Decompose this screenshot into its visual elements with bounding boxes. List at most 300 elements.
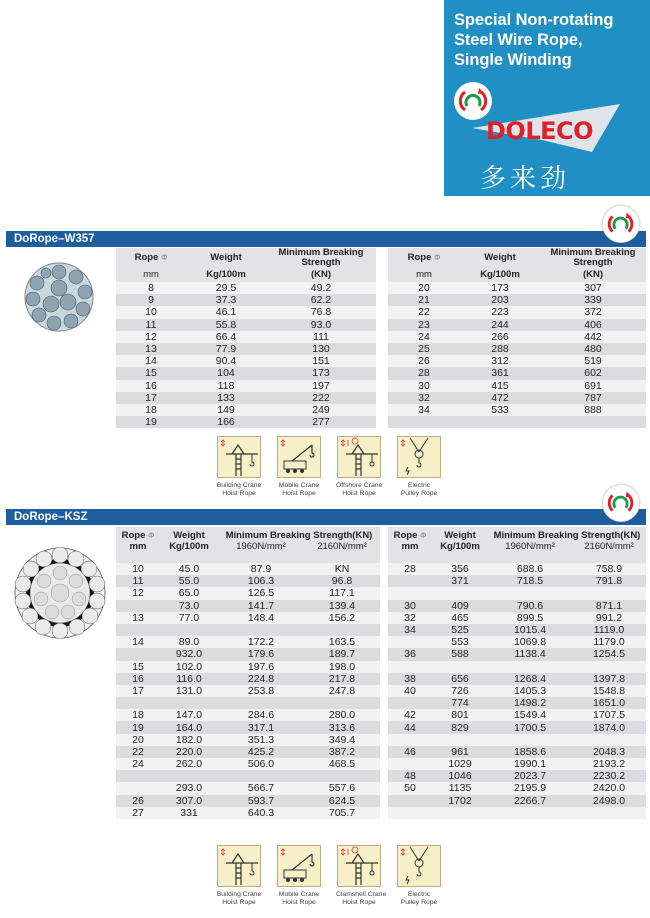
col-header-2160: 2160N/mm² (572, 541, 646, 553)
cell-s2160: 163.5 (304, 636, 380, 648)
cell-s2160: 96.8 (304, 575, 380, 587)
unit-weight: Kg/100m (460, 268, 540, 282)
rotation-logo-icon (602, 205, 640, 243)
cell-s1960: 718.5 (488, 575, 572, 587)
cell-rope: 30 (388, 380, 460, 392)
col-header-weight: Weight (432, 527, 488, 541)
cell-weight (160, 624, 218, 636)
application-item (336, 845, 387, 907)
brand-chinese-name: 多来劲 (480, 164, 571, 194)
brand-title-line-2: Steel Wire Rope, (454, 31, 583, 49)
table-row (116, 795, 380, 807)
cell-rope: 26 (388, 355, 460, 367)
cell-s2160 (572, 807, 646, 819)
table-row (388, 648, 646, 660)
brand-logo-text: DOLECO (486, 117, 594, 145)
cell-s2160 (304, 770, 380, 782)
cell-s2160: 705.7 (304, 807, 380, 819)
cell-s1960 (488, 807, 572, 819)
cell-rope: 17 (116, 392, 186, 404)
cell-mbs: 691 (540, 380, 646, 392)
cell-rope: 27 (116, 807, 160, 819)
cell-mbs: 249 (266, 404, 376, 416)
cell-weight (460, 416, 540, 428)
table-row (388, 355, 646, 367)
cell-weight: 45.0 (160, 563, 218, 575)
cell-s1960 (218, 770, 304, 782)
application-label: Building Crane Hoist Rope (216, 891, 262, 906)
application-item (396, 436, 442, 498)
cell-mbs: 480 (540, 343, 646, 355)
cell-s1960: 2195.9 (488, 782, 572, 794)
cell-rope (388, 416, 460, 428)
cell-s2160: 198.0 (304, 661, 380, 673)
table-row (116, 294, 376, 306)
cell-rope: 23 (388, 319, 460, 331)
cell-weight: 147.0 (160, 709, 218, 721)
cell-s1960: 106.3 (218, 575, 304, 587)
col-header-2160: 2160N/mm² (304, 541, 380, 553)
table-row (388, 758, 646, 770)
cell-weight: 77.9 (186, 343, 266, 355)
ksz-table-left (116, 527, 380, 819)
cell-weight: 164.0 (160, 721, 218, 733)
table-row (116, 709, 380, 721)
cell-rope: 34 (388, 624, 432, 636)
cell-s2160: 2230.2 (572, 770, 646, 782)
cell-rope: 21 (388, 294, 460, 306)
cell-s1960: 688.6 (488, 563, 572, 575)
cell-rope: 16 (116, 673, 160, 685)
cell-s1960: 640.3 (218, 807, 304, 819)
cell-rope: 28 (388, 367, 460, 379)
cell-s2160 (572, 734, 646, 746)
brand-title-line-3: Single Winding (454, 51, 572, 69)
table-row (388, 795, 646, 807)
cell-s1960: 1015.4 (488, 624, 572, 636)
cell-s2160: 387.2 (304, 746, 380, 758)
building-crane-icon (217, 436, 261, 478)
cell-rope: 14 (116, 636, 160, 648)
table-row (388, 600, 646, 612)
unit-weight: Kg/100m (186, 268, 266, 282)
cell-rope: 48 (388, 770, 432, 782)
col-header-mbs: Minimum Breaking Strength (266, 248, 376, 268)
cell-weight: 133 (186, 392, 266, 404)
section-title-ksz: DoRope–KSZ (14, 511, 88, 523)
cell-weight: 73.0 (160, 600, 218, 612)
cell-rope (116, 600, 160, 612)
cell-mbs: 602 (540, 367, 646, 379)
cell-mbs: 372 (540, 306, 646, 318)
cell-rope: 11 (116, 575, 160, 587)
col-header-rope: Rope Φ (116, 248, 186, 268)
cell-rope (388, 636, 432, 648)
cell-rope: 22 (388, 306, 460, 318)
cell-s1960: 1498.2 (488, 697, 572, 709)
cell-s1960: 126.5 (218, 587, 304, 599)
table-row (116, 392, 376, 404)
col-header-weight: Weight (186, 248, 266, 268)
table-row (388, 661, 646, 673)
cell-s2160: 2048.3 (572, 746, 646, 758)
cell-weight (432, 587, 488, 599)
cell-mbs: 49.2 (266, 282, 376, 294)
cell-rope: 25 (388, 343, 460, 355)
table-row (116, 416, 376, 428)
cell-weight: 149 (186, 404, 266, 416)
cell-weight: 173 (460, 282, 540, 294)
cell-rope (388, 661, 432, 673)
cell-weight: 1046 (432, 770, 488, 782)
cell-weight: 409 (432, 600, 488, 612)
table-row (388, 746, 646, 758)
col-header-1960: 1960N/mm² (218, 541, 304, 553)
unit-mbs: (KN) (540, 268, 646, 282)
cell-weight: 55.8 (186, 319, 266, 331)
cell-s2160 (304, 624, 380, 636)
mobile-crane-icon (277, 845, 321, 887)
cell-weight: 65.0 (160, 587, 218, 599)
cell-rope: 9 (116, 294, 186, 306)
w357-cross-section-image (24, 262, 94, 337)
cell-weight: 1135 (432, 782, 488, 794)
cell-s1960: 1700.5 (488, 721, 572, 733)
cell-s1960 (488, 661, 572, 673)
mobile-crane-icon (277, 436, 321, 478)
table-row (388, 782, 646, 794)
electric-pulley-icon (397, 845, 441, 887)
cell-s1960: 284.6 (218, 709, 304, 721)
cell-s2160: 1397.8 (572, 673, 646, 685)
w357-table-right (388, 248, 646, 428)
table-row (388, 697, 646, 709)
cell-s1960: 224.8 (218, 673, 304, 685)
cell-weight: 371 (432, 575, 488, 587)
cell-weight: 55.0 (160, 575, 218, 587)
cell-weight: 472 (460, 392, 540, 404)
cell-mbs: 787 (540, 392, 646, 404)
cell-s2160: 758.9 (572, 563, 646, 575)
cell-rope (116, 648, 160, 660)
cell-s2160: 1179.0 (572, 636, 646, 648)
table-row (116, 282, 376, 294)
cell-rope: 44 (388, 721, 432, 733)
col-header-1960: 1960N/mm² (488, 541, 572, 553)
table-row (116, 319, 376, 331)
cell-weight: 801 (432, 709, 488, 721)
cell-s2160: 2420.0 (572, 782, 646, 794)
cell-weight: 415 (460, 380, 540, 392)
cell-rope (116, 782, 160, 794)
ksz-applications (216, 845, 442, 907)
cell-weight: 656 (432, 673, 488, 685)
table-row (116, 367, 376, 379)
cell-rope: 17 (116, 685, 160, 697)
cell-s1960: 790.6 (488, 600, 572, 612)
cell-weight: 307.0 (160, 795, 218, 807)
cell-s2160 (304, 697, 380, 709)
cell-s2160: 313.6 (304, 721, 380, 733)
unit-mbs: (KN) (266, 268, 376, 282)
cell-s2160: 1874.0 (572, 721, 646, 733)
brand-panel (444, 0, 650, 196)
building-crane-icon (217, 845, 261, 887)
cell-s2160: 468.5 (304, 758, 380, 770)
table-row (388, 282, 646, 294)
cell-weight (432, 661, 488, 673)
cell-weight: 1702 (432, 795, 488, 807)
cell-rope (388, 575, 432, 587)
cell-rope (388, 758, 432, 770)
cell-s2160: 871.1 (572, 600, 646, 612)
cell-rope: 18 (116, 404, 186, 416)
cell-weight: 266 (460, 331, 540, 343)
cell-rope: 8 (116, 282, 186, 294)
cell-s1960: 148.4 (218, 612, 304, 624)
cell-weight: 533 (460, 404, 540, 416)
table-row (388, 721, 646, 733)
table-row (388, 587, 646, 599)
col-header-rope: Rope Φ (388, 527, 432, 541)
cell-weight: 104 (186, 367, 266, 379)
table-row (116, 624, 380, 636)
cell-weight (432, 807, 488, 819)
cell-rope: 19 (116, 416, 186, 428)
cell-s1960: 87.9 (218, 563, 304, 575)
cell-mbs: 173 (266, 367, 376, 379)
cell-weight: 465 (432, 612, 488, 624)
cell-s2160: 1119.0 (572, 624, 646, 636)
cell-weight: 29.5 (186, 282, 266, 294)
cell-s1960: 172.2 (218, 636, 304, 648)
cell-s1960: 593.7 (218, 795, 304, 807)
table-row (116, 636, 380, 648)
clamshell-crane-icon (337, 845, 381, 887)
cell-weight: 312 (460, 355, 540, 367)
cell-rope: 22 (116, 746, 160, 758)
cell-rope (388, 734, 432, 746)
table-row (388, 294, 646, 306)
cell-rope (388, 795, 432, 807)
cell-rope: 20 (116, 734, 160, 746)
application-label: Mobile Crane Hoist Rope (278, 891, 320, 906)
table-row (388, 807, 646, 819)
cell-weight: 293.0 (160, 782, 218, 794)
table-row (116, 404, 376, 416)
unit-rope: mm (116, 541, 160, 553)
cell-rope: 24 (116, 758, 160, 770)
cell-weight: 961 (432, 746, 488, 758)
table-row (116, 758, 380, 770)
cell-mbs: 442 (540, 331, 646, 343)
cell-rope (116, 624, 160, 636)
section-title-w357: DoRope–W357 (14, 233, 95, 245)
cell-s2160: 1707.5 (572, 709, 646, 721)
cell-s2160: 624.5 (304, 795, 380, 807)
table-row (388, 367, 646, 379)
cell-weight: 288 (460, 343, 540, 355)
cell-s1960: 141.7 (218, 600, 304, 612)
cell-s2160: 247.8 (304, 685, 380, 697)
cell-s1960 (488, 587, 572, 599)
table-row (388, 319, 646, 331)
cell-weight: 118 (186, 380, 266, 392)
cell-s1960 (218, 624, 304, 636)
cell-weight: 829 (432, 721, 488, 733)
table-row (388, 416, 646, 428)
section-bar-ksz (6, 509, 646, 525)
cell-rope: 26 (116, 795, 160, 807)
table-row (388, 624, 646, 636)
cell-weight: 726 (432, 685, 488, 697)
cell-s1960: 1138.4 (488, 648, 572, 660)
cell-rope: 36 (388, 648, 432, 660)
cell-s2160: 189.7 (304, 648, 380, 660)
cell-s1960 (488, 734, 572, 746)
cell-rope: 10 (116, 306, 186, 318)
cell-rope (116, 770, 160, 782)
table-row (388, 685, 646, 697)
table-row (116, 331, 376, 343)
cell-mbs: 519 (540, 355, 646, 367)
cell-weight: 131.0 (160, 685, 218, 697)
table-row (116, 770, 380, 782)
cell-s2160: KN (304, 563, 380, 575)
cell-s1960 (218, 697, 304, 709)
cell-rope: 13 (116, 343, 186, 355)
table-row (388, 392, 646, 404)
cell-weight: 932.0 (160, 648, 218, 660)
cell-s2160: 349.4 (304, 734, 380, 746)
application-label: Mobile Crane Hoist Rope (278, 482, 320, 497)
cell-rope: 50 (388, 782, 432, 794)
cell-s2160 (572, 587, 646, 599)
table-row (116, 648, 380, 660)
cell-rope: 32 (388, 612, 432, 624)
application-label: Clamshell Crane Hoist Rope (336, 891, 387, 906)
cell-rope: 12 (116, 587, 160, 599)
rotation-logo-icon (602, 484, 640, 522)
col-header-mbs: Minimum Breaking Strength(KN) (218, 527, 380, 541)
table-row (388, 709, 646, 721)
table-row (116, 685, 380, 697)
cell-rope: 13 (116, 612, 160, 624)
table-row (116, 306, 376, 318)
cell-weight: 525 (432, 624, 488, 636)
table-row (388, 404, 646, 416)
cell-s2160: 991.2 (572, 612, 646, 624)
cell-weight: 37.3 (186, 294, 266, 306)
cell-mbs: 76.8 (266, 306, 376, 318)
cell-rope: 12 (116, 331, 186, 343)
cell-s2160: 1254.5 (572, 648, 646, 660)
cell-rope: 14 (116, 355, 186, 367)
w357-table-left (116, 248, 376, 428)
cell-weight (432, 734, 488, 746)
cell-s2160: 1651.0 (572, 697, 646, 709)
cell-s1960: 1069.8 (488, 636, 572, 648)
cell-s2160: 156.2 (304, 612, 380, 624)
cell-rope: 46 (388, 746, 432, 758)
brand-title-line-1: Special Non-rotating (454, 11, 614, 29)
cell-s2160: 139.4 (304, 600, 380, 612)
table-row (116, 600, 380, 612)
cell-weight: 262.0 (160, 758, 218, 770)
table-row (116, 661, 380, 673)
cell-mbs: 222 (266, 392, 376, 404)
cell-s1960: 566.7 (218, 782, 304, 794)
col-header-weight: Weight (160, 527, 218, 541)
cell-rope: 28 (388, 563, 432, 575)
table-row (388, 612, 646, 624)
ksz-cross-section-image (14, 547, 106, 644)
cell-mbs: 406 (540, 319, 646, 331)
cell-s2160 (572, 661, 646, 673)
offshore-crane-icon (337, 436, 381, 478)
cell-rope (116, 697, 160, 709)
table-row (388, 380, 646, 392)
table-row (116, 575, 380, 587)
cell-rope: 16 (116, 380, 186, 392)
unit-rope: mm (388, 541, 432, 553)
cell-rope: 40 (388, 685, 432, 697)
cell-mbs: 151 (266, 355, 376, 367)
cell-weight: 553 (432, 636, 488, 648)
cell-s1960: 2266.7 (488, 795, 572, 807)
cell-s2160: 217.8 (304, 673, 380, 685)
cell-rope: 11 (116, 319, 186, 331)
cell-rope: 10 (116, 563, 160, 575)
cell-s2160: 1548.8 (572, 685, 646, 697)
cell-rope: 24 (388, 331, 460, 343)
cell-s1960: 506.0 (218, 758, 304, 770)
unit-weight: Kg/100m (160, 541, 218, 553)
cell-weight: 46.1 (186, 306, 266, 318)
cell-weight: 244 (460, 319, 540, 331)
cell-s1960: 351.3 (218, 734, 304, 746)
cell-weight: 1029 (432, 758, 488, 770)
cell-s2160: 117.1 (304, 587, 380, 599)
section-bar-w357 (6, 231, 646, 247)
cell-s1960: 1268.4 (488, 673, 572, 685)
application-label: Electric Pulley Rope (400, 891, 438, 906)
cell-weight: 89.0 (160, 636, 218, 648)
table-row (116, 380, 376, 392)
cell-rope (388, 587, 432, 599)
application-item (276, 845, 322, 907)
cell-s1960: 253.8 (218, 685, 304, 697)
cell-s1960: 1405.3 (488, 685, 572, 697)
cell-weight (160, 697, 218, 709)
cell-weight: 77.0 (160, 612, 218, 624)
cell-weight: 331 (160, 807, 218, 819)
unit-weight: Kg/100m (432, 541, 488, 553)
table-row (388, 575, 646, 587)
cell-weight: 90.4 (186, 355, 266, 367)
cell-s2160: 557.6 (304, 782, 380, 794)
table-row (388, 673, 646, 685)
table-row (116, 721, 380, 733)
table-row (388, 770, 646, 782)
cell-mbs: 307 (540, 282, 646, 294)
unit-rope: mm (116, 268, 186, 282)
application-label: Offshore Crane Hoist Rope (336, 482, 383, 497)
col-header-rope: Rope Φ (388, 248, 460, 268)
col-header-mbs: Minimum Breaking Strength(KN) (488, 527, 646, 541)
cell-weight: 66.4 (186, 331, 266, 343)
table-row (116, 343, 376, 355)
